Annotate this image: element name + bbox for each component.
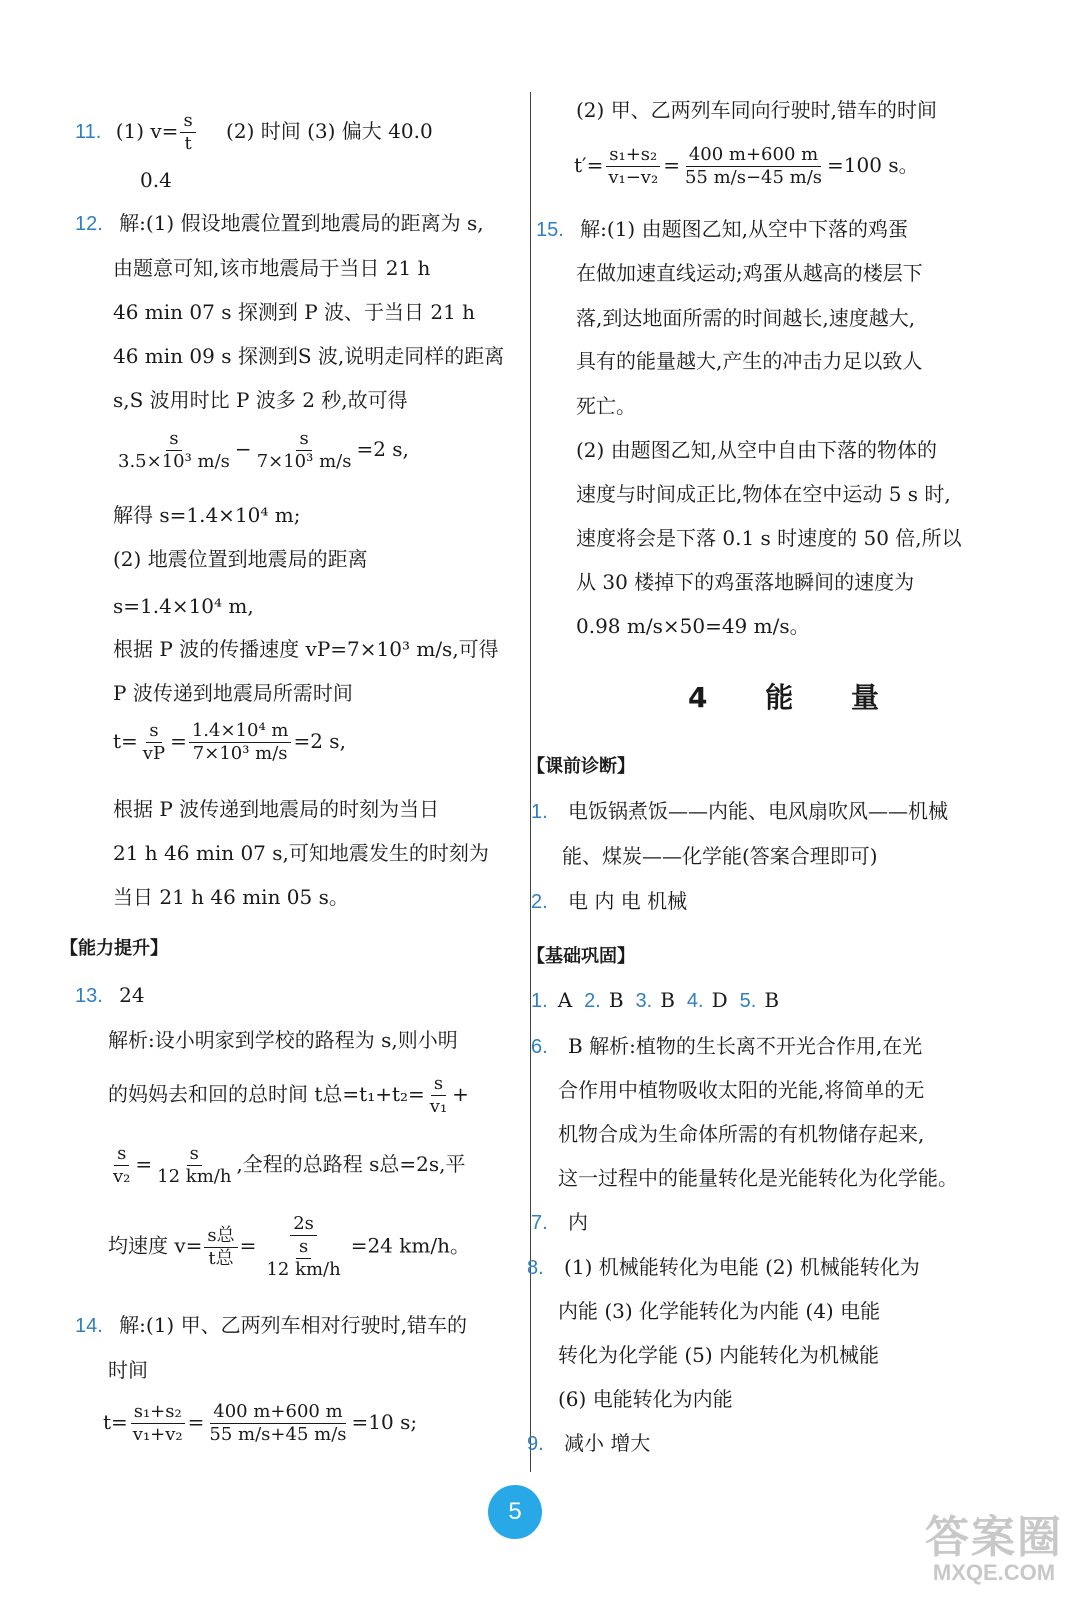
eq1-b-num: s [296,430,311,451]
p1-text-2: 能、煤炭——化学能(答案合理即可) [562,844,878,868]
q15-text-9: 从 30 楼掉下的鸡蛋落地瞬间的速度为 [576,570,915,594]
q12-text-3: 46 min 07 s 探测到 P 波、于当日 21 h [113,300,476,324]
p9-line [527,1433,650,1454]
p6-text-3: 机物合成为生命体所需的有机物储存起来, [558,1122,925,1146]
eq1-a-den: 3.5×10³ m/s [118,451,230,472]
q12-text-1: 解:(1) 假设地震位置到地震局的距离为 s, [119,211,484,235]
q13-l2-num: s [431,1075,446,1096]
q11-fraction [180,112,195,153]
q13-l4-end: =24 km/h。 [350,1233,470,1258]
p6-text-2: 合作用中植物吸收太阳的光能,将简单的无 [558,1078,925,1102]
mc3-number: 3. [635,990,653,1012]
q15-text-1: 解:(1) 由题图乙知,从空中下落的鸡蛋 [580,217,908,241]
eq1-a-num: s [166,430,181,451]
p2-line [531,891,687,912]
q13-l4-b-den [258,1236,348,1279]
q13-l4-nested-num: s [296,1238,311,1259]
q14-equation [103,1403,417,1444]
watermark-url: MXQE.COM [932,1560,1056,1585]
q15-text-7: 速度与时间成正比,物体在空中运动 5 s 时, [576,482,951,506]
q14b-eq-a-num: s₁+s₂ [606,146,660,167]
q12-end-1: 根据 P 波传递到地震局的时刻为当日 [113,797,440,821]
q13-l3-frac-b [154,1145,234,1186]
q14b-eq-frac-a [605,146,661,187]
eq2-frac-b [189,722,292,763]
p2-text: 电 内 电 机械 [568,889,688,913]
q15-text-4: 具有的能量越大,产生的冲击力足以致人 [576,349,923,373]
q13-l2-frac [427,1075,450,1116]
eq2-a-den: vP [142,743,166,764]
p6-line-1 [531,1036,922,1057]
q11-line [75,112,433,153]
q14-text-2: 时间 [108,1358,148,1382]
q13-l2-text: 的妈妈去和回的总时间 t总=t₁+t₂= [108,1082,425,1106]
chapter-title: 4 能 量 [688,681,903,714]
eq2-b-num: 1.4×10⁴ m [189,722,292,743]
mc4-number: 4. [686,990,704,1012]
mc2-answer: B [608,988,624,1012]
q14b-text: (2) 甲、乙两列车同向行驶时,错车的时间 [576,98,938,122]
q12-text-2: 由题意可知,该市地震局于当日 21 h [113,256,431,280]
p7-line [531,1212,588,1233]
q15-text-5: 死亡。 [576,394,636,418]
q12-part2-line2: P 波传递到地震局所需时间 [113,681,353,705]
q13-l3-a-den: v₂ [113,1166,131,1187]
q14-eq-frac-b [206,1403,349,1444]
eq2-equals: = [170,729,187,753]
q13-l4-b-num: 2s [290,1215,317,1236]
q14-line-1 [75,1315,467,1336]
q13-l2-den: v₁ [429,1096,448,1117]
q13-l3-b-num: s [187,1145,202,1166]
q13-l4-a-num: s总 [204,1227,237,1248]
q14b-eq-pre: t′= [574,153,604,177]
q13-line [75,985,145,1006]
q14b-eq-b-num: 400 m+600 m [686,146,821,167]
mc1-answer: A [557,988,573,1012]
q13-l3-frac-a [110,1145,133,1186]
p9-text: 减小 增大 [564,1431,651,1455]
q11-number: 11. [75,121,102,143]
q13-l3 [108,1145,466,1186]
p8-text-4: (6) 电能转化为内能 [558,1387,733,1411]
p8-number: 8. [527,1257,544,1279]
q12-end-2: 21 h 46 min 07 s,可知地震发生的时刻为 [113,841,489,865]
p9-number: 9. [527,1433,544,1455]
q11-frac-num: s [180,112,195,133]
q12-part2-value: s=1.4×10⁴ m, [113,594,254,618]
q14-text-1: 解:(1) 甲、乙两列车相对行驶时,错车的 [119,1313,467,1337]
mc-answers [531,990,779,1011]
q13-l4 [108,1215,470,1279]
eq1-minus: − [234,437,252,461]
q13-l1: 解析:设小明家到学校的路程为 s,则小明 [108,1028,458,1052]
q12-part2-title: (2) 地震位置到地震局的距离 [113,547,368,571]
q13-l4-nested-frac [263,1238,343,1279]
mc1-number: 1. [531,990,548,1012]
q13-l3-eq: = [135,1152,153,1176]
q15-number: 15. [536,219,564,241]
eq1-b-den: 7×10³ m/s [256,451,352,472]
pre-diagnosis-heading: 【课前诊断】 [527,756,635,777]
q13-number: 13. [75,985,103,1007]
q12-number: 12. [75,213,103,235]
p8-text-3: 转化为化学能 (5) 内能转化为机械能 [558,1343,880,1367]
q15-line-1 [536,219,908,240]
eq2-b-den: 7×10³ m/s [192,743,288,764]
q14b-eq-equals: = [663,153,680,177]
q12-equation-2 [113,722,346,763]
q15-text-8: 速度将会是下落 0.1 s 时速度的 50 倍,所以 [576,526,962,550]
p8-text-1: (1) 机械能转化为电能 (2) 机械能转化为 [564,1255,920,1279]
q12-part2-line1: 根据 P 波的传播速度 vP=7×10³ m/s,可得 [113,637,499,661]
q11-frac-den: t [184,133,192,154]
q14-eq-end: =10 s; [351,1410,418,1434]
eq2-frac-a [140,722,168,763]
eq2-a-num: s [146,722,161,743]
q11-cont: 0.4 [140,168,172,192]
q15-text-3: 落,到达地面所需的时间越长,速度越大, [576,306,916,330]
mc4-answer: D [711,988,728,1012]
q13-l2-plus: + [452,1082,469,1106]
q12-text-4: 46 min 09 s 探测到S 波,说明走同样的距离 [113,344,505,368]
q14-eq-frac-a [130,1403,186,1444]
q14b-eq-end: =100 s。 [827,153,919,177]
mc5-answer: B [764,988,780,1012]
p1-text-1: 电饭锅煮饭——内能、电风扇吹风——机械 [568,799,949,823]
eq2-end: =2 s, [293,729,346,753]
q14b-eq-frac-b [682,146,825,187]
q13-l4-a-den: t总 [208,1247,234,1269]
q14b-eq-a-den: v₁−v₂ [608,167,659,188]
basic-heading: 【基础巩固】 [527,946,635,967]
p2-number: 2. [531,891,548,913]
q13-l4-frac-a [204,1224,237,1269]
q15-text-6: (2) 由题图乙知,从空中自由下落的物体的 [576,438,938,462]
p1-line-1 [531,801,948,822]
q13-l3-a-num: s [114,1145,129,1166]
q13-l4-nested-den: 12 km/h [266,1259,341,1280]
p8-text-2: 内能 (3) 化学能转化为内能 (4) 电能 [558,1299,881,1323]
q14b-eq-b-den: 55 m/s−45 m/s [684,167,823,188]
q13-answer: 24 [119,983,145,1007]
q13-l4-eq: = [239,1233,257,1258]
q11-part2: (2) 时间 (3) 偏大 40.0 [226,119,433,143]
mc2-number: 2. [584,990,601,1012]
eq1-frac-b [254,430,355,471]
q14-eq-equals: = [187,1410,205,1434]
watermark-logo: 答案圈 [925,1513,1063,1562]
q14-eq-a-num: s₁+s₂ [131,1403,185,1424]
eq1-frac-a [115,430,233,471]
q13-l2 [108,1075,469,1116]
p1-number: 1. [531,801,548,823]
q12-solve: 解得 s=1.4×10⁴ m; [113,503,301,527]
watermark [925,1513,1063,1586]
q15-text-2: 在做加速直线运动;鸡蛋从越高的楼层下 [576,261,923,285]
eq1-end: =2 s, [356,437,409,461]
q14-eq-b-num: 400 m+600 m [210,1403,345,1424]
mc3-answer: B [660,988,675,1012]
eq2-pre: t= [113,729,138,753]
p8-line-1 [527,1257,920,1278]
q12-line-1 [75,213,484,234]
page-number-badge: 5 [488,1485,542,1539]
q12-text-5: s,S 波用时比 P 波多 2 秒,故可得 [113,388,408,412]
q11-part1: (1) v= [115,119,179,143]
q14-number: 14. [75,1315,103,1337]
q14-eq-b-den: 55 m/s+45 m/s [209,1424,347,1445]
q15-text-10: 0.98 m/s×50=49 m/s。 [576,614,810,638]
p6-number: 6. [531,1036,548,1058]
q13-l4-frac-b [258,1215,348,1279]
q14-eq-a-den: v₁+v₂ [132,1424,183,1445]
p7-number: 7. [531,1212,548,1234]
q12-equation-1 [113,430,409,471]
ability-heading: 【能力提升】 [60,938,168,959]
mc5-number: 5. [739,990,757,1012]
q13-l4-pre: 均速度 v= [108,1233,203,1258]
p6-text-4: 这一过程中的能量转化是光能转化为化学能。 [558,1166,958,1190]
q14b-equation [574,146,919,187]
p6-text-1: B 解析:植物的生长离不开光合作用,在光 [568,1034,923,1058]
q13-l3-end: ,全程的总路程 s总=2s,平 [236,1152,466,1176]
q12-end-3: 当日 21 h 46 min 05 s。 [113,885,349,909]
q14-eq-pre: t= [103,1410,128,1434]
q13-l3-b-den: 12 km/h [157,1166,232,1187]
p7-text: 内 [568,1210,589,1234]
